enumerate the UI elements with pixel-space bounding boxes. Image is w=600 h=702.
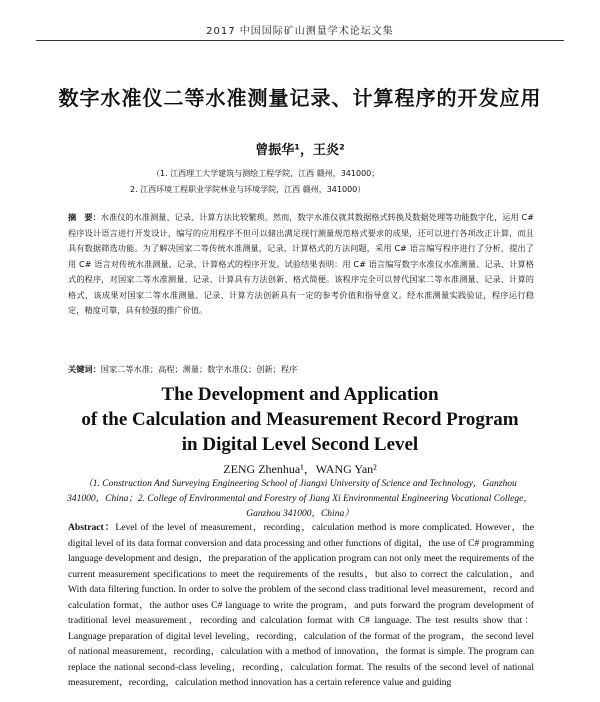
chinese-abstract (68, 210, 534, 319)
english-abstract-label: Abstract： (68, 522, 116, 533)
english-title-line-2: of the Calculation and Measurement Record Program (81, 409, 519, 430)
chinese-keywords-text: 国家二等水准；高程；测量；数字水准仪；创新；程序 (100, 364, 298, 374)
english-authors: ZENG Zhenhua¹，WANG Yan² (223, 462, 377, 476)
chinese-affiliation-2: 2. 江西环境工程职业学院林业与环境学院，江西 赣州，341000） (130, 185, 366, 194)
english-affiliation: （1. Construction And Surveying Engineering School of Jiangxi University of Science and Technology，Ganzhou 341000，China；2. College of Environmental and Forestry of Jiang Xi Environmental Engineering Vocational College，Ganzhou 341000，China） (67, 479, 533, 519)
english-title-line-3: in Digital Level Second Level (181, 434, 419, 455)
chinese-keywords (68, 364, 534, 375)
running-head: 2017 中国国际矿山测量学术论坛文集 (206, 26, 394, 37)
english-abstract-text: Level of the level of measurement，recording，calculation method is more complicated. However，the digital level of its data format conversion and data processing and other functions of digital，the use of C# programming language development and design，the preparation of the application program can not only meet the requirements of the current measurement specifications to meet the requirements of the results，but also to correct the calculation，and With data filtering function. In order to solve the problem of the second class traditional level measurement，record and calculation format，the author uses C# language to write the program，and puts forward the program development of traditional level measurement，recording and calculation format with C# language. The test results show that：Language preparation of digital level leveling，recording，calculation of the format of the program，the second level of national measurement，recording，calculation with a method of innovation，the format is simple. The program can replace the national second-class leveling，recording，calculation format. The results of the second level of national measurement，recording，calculation method innovation has a certain reference value and guiding (68, 522, 534, 688)
english-abstract (68, 520, 534, 691)
chinese-affiliation-1: （1. 江西理工大学建筑与测绘工程学院，江西 赣州，341000； (152, 169, 380, 178)
chinese-abstract-label: 摘 要： (68, 212, 101, 222)
chinese-authors: 曾振华¹，王炎² (255, 143, 345, 158)
english-title-line-1: The Development and Application (161, 384, 439, 405)
header-divider (36, 40, 564, 41)
chinese-keywords-label: 关键词： (68, 364, 101, 374)
chinese-abstract-text: 水准仪的水准测量、记录、计算方法比较繁琐。然而，数字水准仪就其数据格式转换及数据处理等功能数字化，运用 C# 程序设计语言进行开发设计，编写的应用程序不但可以储出满足现行测量规范格式要求的成果，还可以进行各项改正计算，而且具有数据筛选功能。为了解决国家二等传统水准测量，记录，计算格式的方法问题，采用 C# 语言编写程序进行了分析，提出了用 C# 语言对传统水准测量、记录、计算格式的程序开发。试验结果表明：用 C# 语言编写数字水准仪水准测量、记录、计算格式的程序，对国家二等水准测量、记录、计算具有方法创新、格式简便。该程序完全可以替代国家二等水准测量、记录、计算的格式，该成果对国家二等水准测量、记录、计算方法创新具有一定的参考价值和指导意义。经水准测量实践验证，程序运行稳定，精度可靠，具有较强的推广价值。 (68, 212, 534, 315)
chinese-title: 数字水准仪二等水准测量记录、计算程序的开发应用 (58, 86, 542, 110)
